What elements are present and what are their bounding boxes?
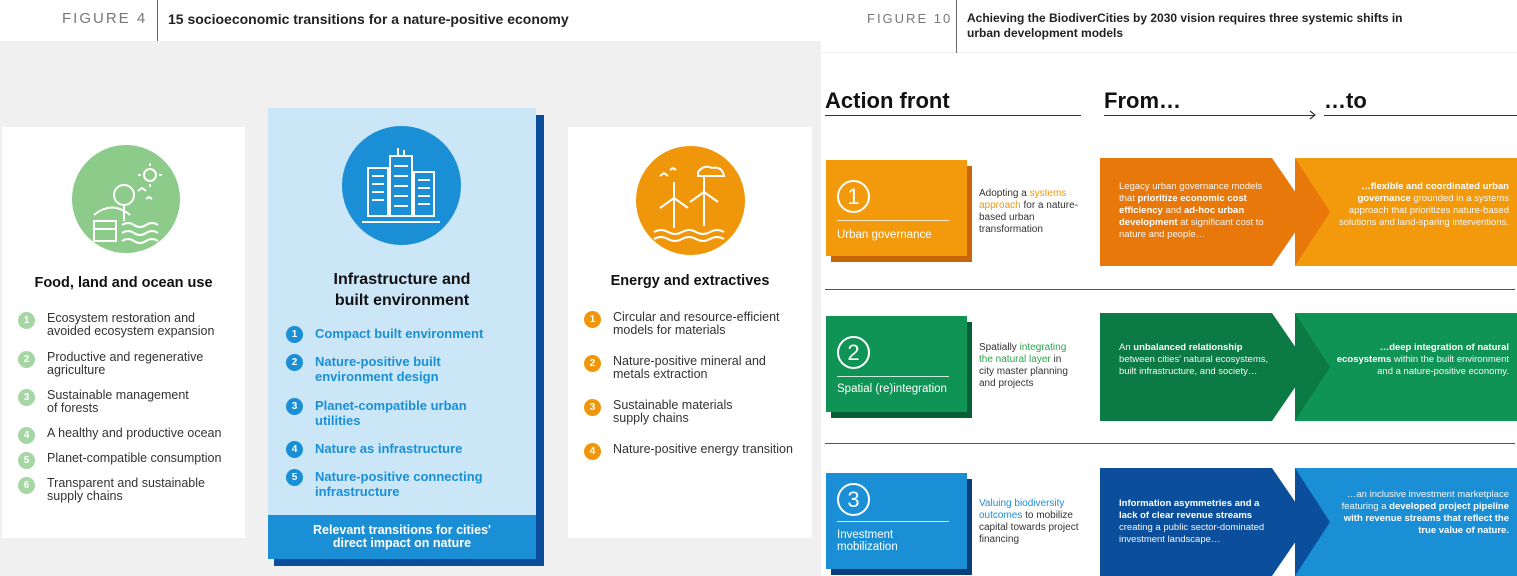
from-text: An unbalanced relationship between cities' natural ecosystems, built infrastructure, and society…	[1119, 342, 1269, 377]
description-highlight: integrating the natural layer	[979, 342, 1067, 365]
header-arrow-line	[1104, 115, 1314, 116]
from-text: Information asymmetries and a lack of clear revenue streams creating a public sector-dominated investment landscape…	[1119, 498, 1265, 545]
item-line: Planet-compatible urban	[315, 398, 467, 413]
item-line: supply chains	[47, 489, 123, 503]
list-item	[286, 354, 526, 398]
item-line: Nature-positive connecting	[315, 469, 483, 484]
number-badge: 2	[286, 354, 303, 371]
number-badge: 6	[18, 477, 35, 494]
figure10-header	[821, 0, 1517, 53]
item-line: Planet-compatible consumption	[47, 451, 222, 465]
number-badge: 3	[18, 389, 35, 406]
card-energy-extractives	[568, 127, 812, 538]
item-line: infrastructure	[315, 484, 400, 499]
number-badge: 5	[286, 469, 303, 486]
list-item	[18, 351, 240, 389]
city-buildings-icon	[342, 126, 461, 245]
item-line: Nature-positive mineral and	[613, 354, 766, 368]
item-line: Sustainable materials	[613, 398, 733, 412]
header-rule	[1324, 115, 1517, 116]
item-line: Nature-positive built	[315, 354, 441, 369]
row-separator	[825, 289, 1515, 290]
card-title: Energy and extractives	[610, 273, 770, 289]
item-line: Transparent and sustainable	[47, 476, 205, 490]
figure10-panel	[821, 0, 1517, 576]
item-line: avoided ecosystem expansion	[47, 324, 215, 338]
number-badge: 3	[286, 398, 303, 415]
header-divider	[157, 0, 158, 41]
from-text: Legacy urban governance models that prioritize economic cost efficiency and ad-hoc urban development at significant cost to nature and people…	[1119, 181, 1264, 240]
figure-title: 15 socioeconomic transitions for a nature-positive economy	[168, 11, 569, 27]
item-line: environment design	[315, 369, 439, 384]
action-rule	[837, 376, 949, 377]
list-item	[18, 427, 240, 452]
card-title	[268, 269, 536, 311]
title-line: Infrastructure and	[333, 271, 471, 288]
title-line: urban development models	[967, 26, 1124, 40]
list-item	[18, 312, 240, 351]
column-header-to: …to	[1324, 88, 1367, 113]
figure-label: FIGURE 10	[867, 11, 953, 26]
figure-label: FIGURE 4	[62, 10, 148, 27]
card-food-land-ocean	[2, 127, 245, 538]
item-line: supply chains	[613, 411, 689, 425]
action-name: Investment mobilization	[837, 529, 898, 553]
item-line: utilities	[315, 413, 361, 428]
number-badge: 4	[584, 443, 601, 460]
to-text: …deep integration of natural ecosystems within the built environment and a nature-positive economy.	[1336, 342, 1509, 377]
number-badge: 2	[584, 355, 601, 372]
number-badge: 4	[286, 441, 303, 458]
action-front-box	[826, 160, 967, 256]
list-item	[584, 443, 809, 463]
list-item	[584, 355, 809, 399]
number-badge: 3	[584, 399, 601, 416]
list-item	[584, 399, 809, 443]
list-item	[286, 469, 526, 503]
header-rule	[825, 115, 1081, 116]
description-highlight: Valuing biodiversity outcomes	[979, 498, 1065, 521]
action-description: Valuing biodiversity outcomes to mobilize capital towards project financing	[979, 498, 1079, 545]
footer-line: direct impact on nature	[332, 536, 472, 550]
item-line: Nature-positive energy transition	[613, 442, 793, 456]
number-badge: 2	[18, 351, 35, 368]
card-footer	[268, 515, 536, 559]
figure-title	[967, 11, 1403, 41]
item-line: models for materials	[613, 323, 726, 337]
number-badge: 1	[18, 312, 35, 329]
card-infrastructure	[268, 108, 536, 559]
list-item	[584, 311, 809, 355]
action-rule	[837, 220, 949, 221]
item-line: Nature as infrastructure	[315, 441, 463, 456]
title-line: built environment	[334, 292, 470, 309]
title-line: Achieving the BiodiverCities by 2030 vision requires three systemic shifts in	[967, 11, 1403, 25]
column-header-action: Action front	[825, 88, 950, 113]
number-badge: 1	[286, 326, 303, 343]
arrow-overlap	[1295, 313, 1333, 421]
list-item	[286, 398, 526, 441]
action-front-box	[826, 473, 967, 569]
figure4-header	[0, 0, 821, 41]
landscape-icon	[72, 145, 180, 253]
action-description: Spatially integrating the natural layer in city master planning and projects	[979, 342, 1068, 389]
action-name: Urban governance	[837, 229, 932, 241]
action-description: Adopting a systems approach for a nature-based urban transformation	[979, 188, 1078, 235]
item-line: A healthy and productive ocean	[47, 426, 222, 440]
column-header-from: From…	[1104, 88, 1181, 113]
header-divider	[956, 0, 957, 53]
footer-line: Relevant transitions for cities'	[312, 523, 492, 537]
list-item	[18, 477, 240, 507]
arrow-right-icon	[1309, 110, 1317, 120]
card-title: Food, land and ocean use	[34, 275, 213, 291]
action-number: 1	[837, 180, 870, 213]
number-badge: 4	[18, 427, 35, 444]
item-line: metals extraction	[613, 367, 708, 381]
arrow-overlap	[1295, 158, 1333, 266]
item-line: Sustainable management	[47, 388, 189, 402]
number-badge: 1	[584, 311, 601, 328]
item-line: agriculture	[47, 363, 106, 377]
row-separator	[825, 443, 1515, 444]
item-line: Productive and regenerative	[47, 350, 204, 364]
description-highlight: systems approach	[979, 188, 1067, 211]
number-badge: 5	[18, 452, 35, 469]
arrow-overlap	[1295, 468, 1333, 576]
action-front-box	[826, 316, 967, 412]
list-item	[286, 326, 526, 354]
item-line: Circular and resource-efficient	[613, 310, 780, 324]
to-text: …flexible and coordinated urban governance grounded in a systems approach that prioritizes nature-based solutions and land-sparing interventions.	[1338, 181, 1509, 228]
list-item	[18, 452, 240, 477]
action-name: Spatial (re)integration	[837, 383, 947, 395]
action-rule	[837, 521, 949, 522]
list-item	[286, 441, 526, 469]
transition-list	[18, 312, 240, 507]
action-number: 2	[837, 336, 870, 369]
action-number: 3	[837, 483, 870, 516]
to-text: …an inclusive investment marketplace featuring a developed project pipeline with revenue streams that reflect the true value of nature.	[1341, 489, 1509, 536]
item-line: Compact built environment	[315, 326, 484, 341]
wind-turbine-icon	[636, 146, 745, 255]
transition-list	[584, 311, 809, 463]
item-line: Ecosystem restoration and	[47, 311, 195, 325]
list-item	[18, 389, 240, 427]
item-line: of forests	[47, 401, 99, 415]
transition-list	[286, 326, 526, 503]
